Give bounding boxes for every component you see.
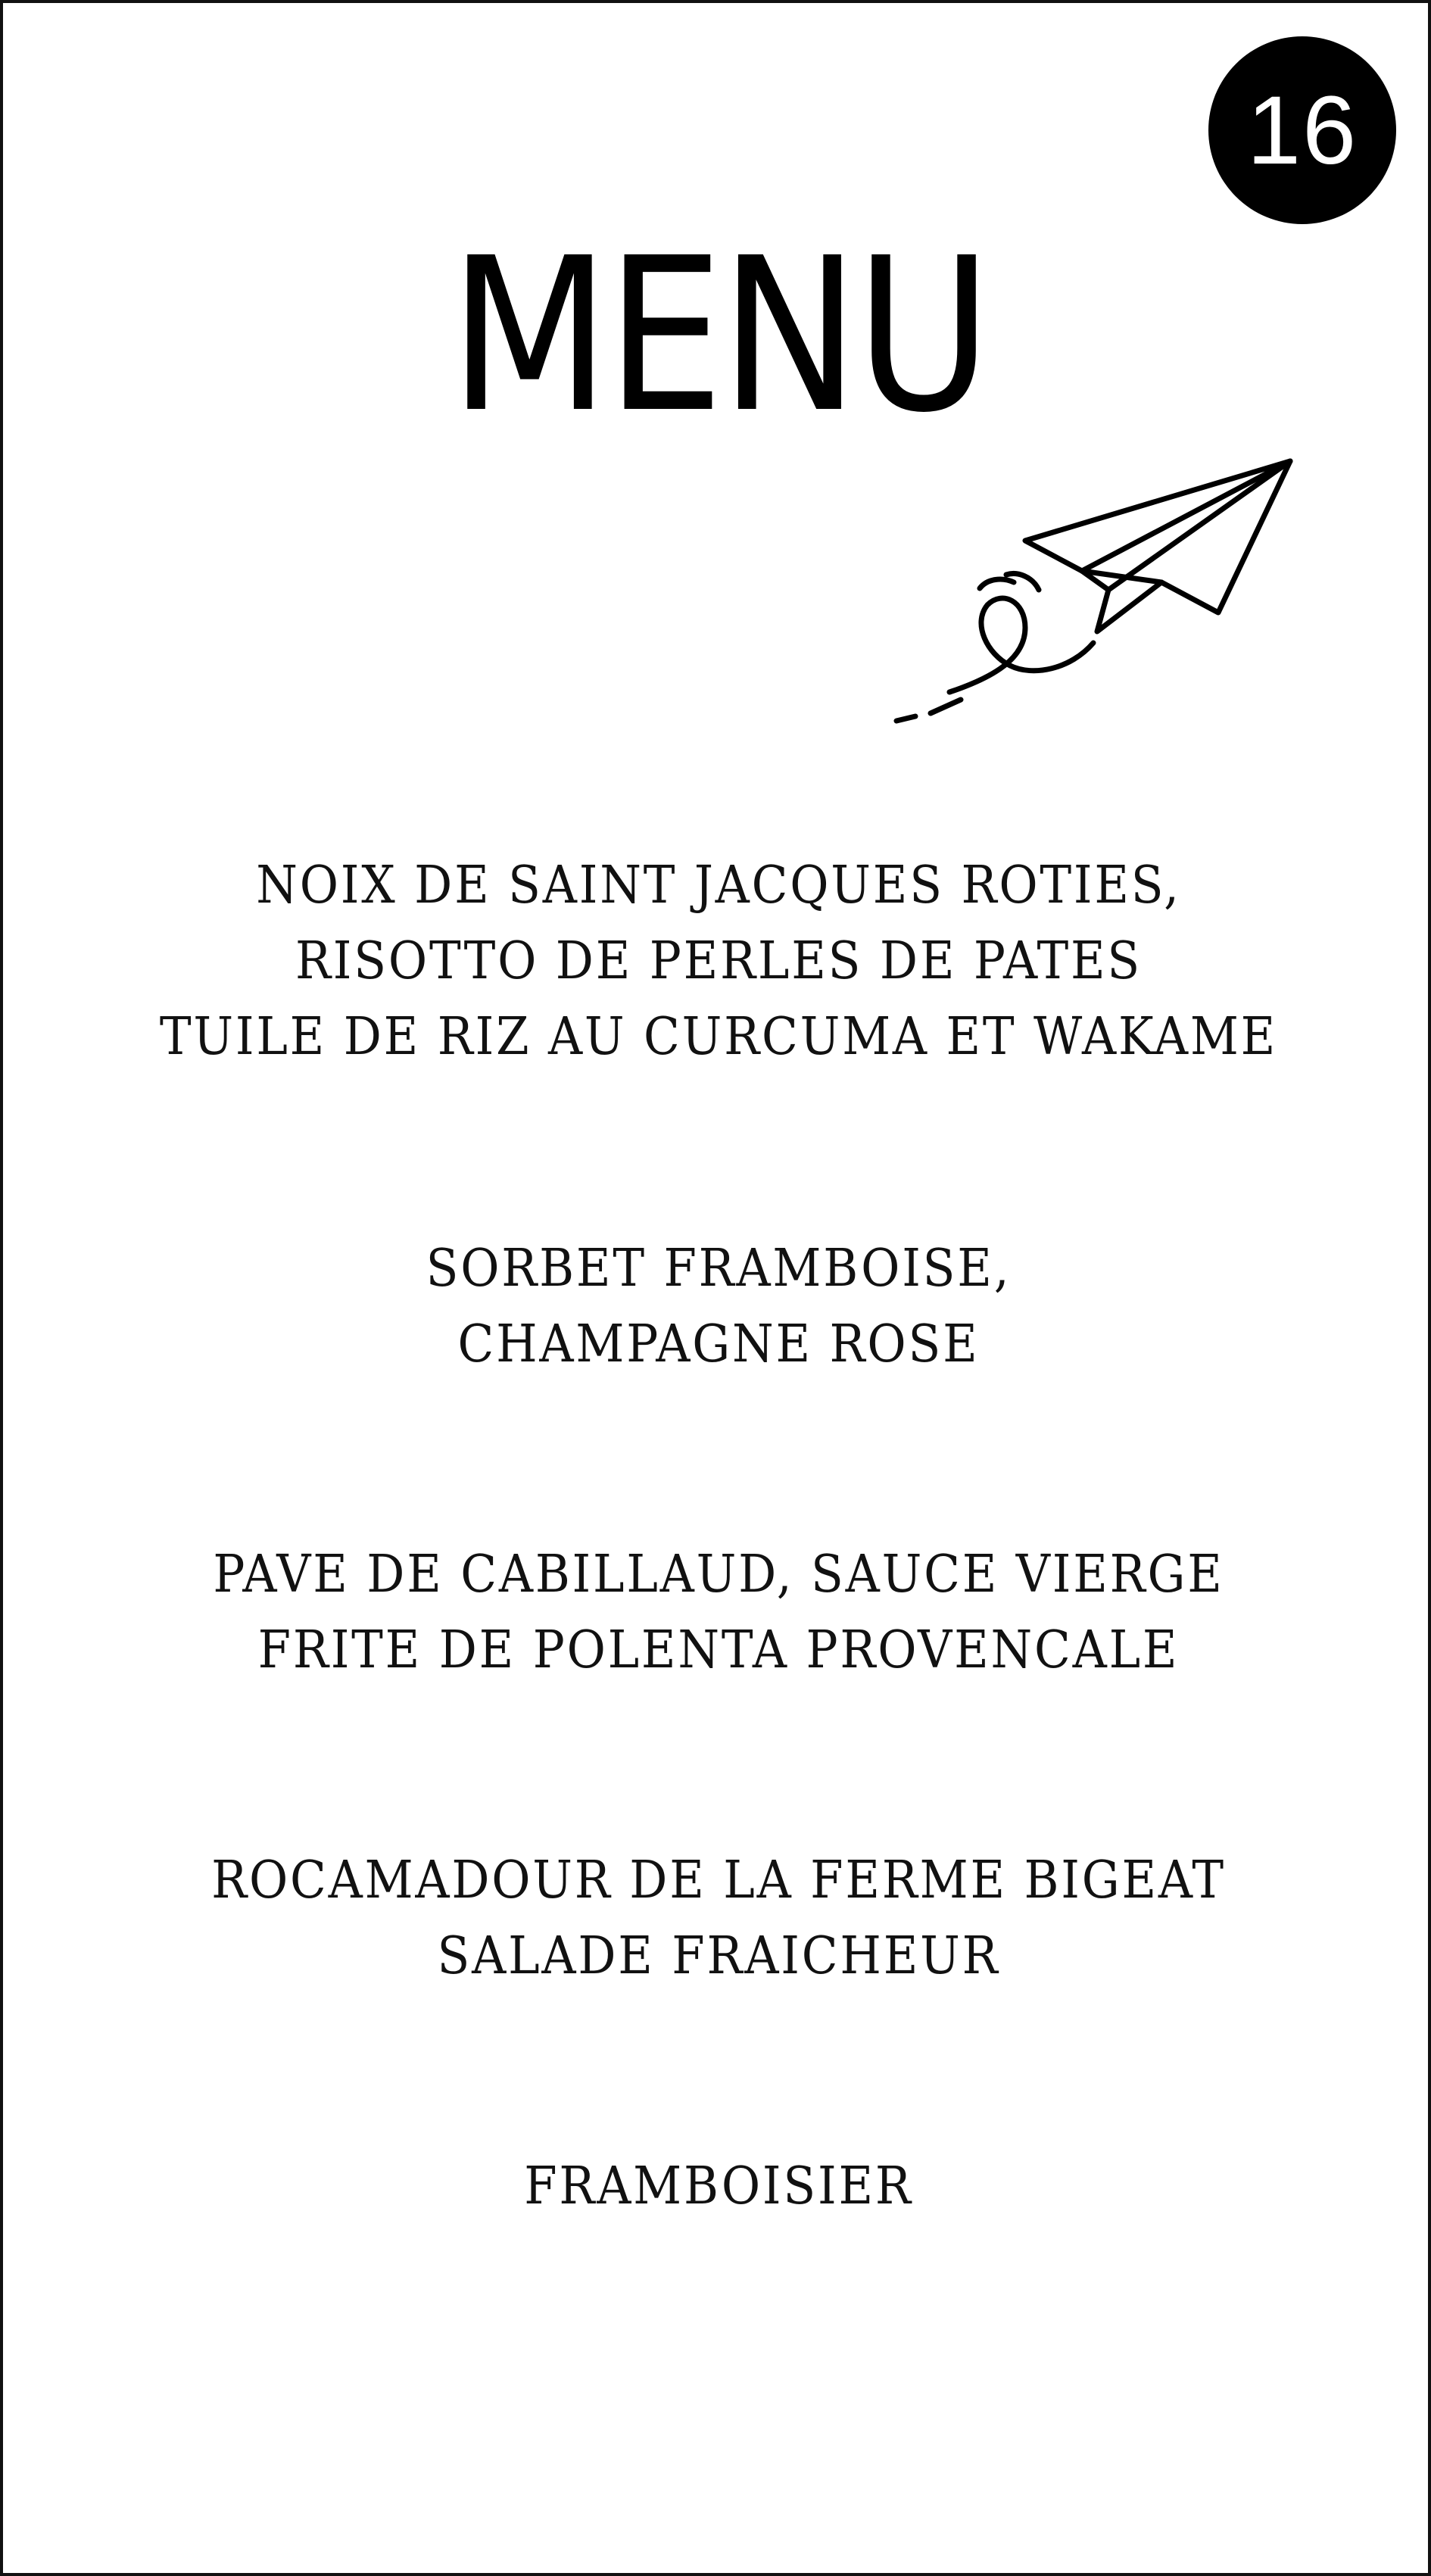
course-cheese [3,1843,1431,1994]
course-line: FRITE DE POLENTA PROVENCALE [257,1620,1180,1680]
course-line: CHAMPAGNE ROSE [457,1315,980,1374]
course-main [3,1537,1431,1689]
table-number-badge [1208,36,1396,224]
course-line: SORBET FRAMBOISE, [426,1239,1012,1299]
course-line: RISOTTO DE PERLES DE PATES [295,931,1143,991]
course-line: NOIX DE SAINT JACQUES ROTIES, [256,856,1181,915]
course-line: PAVE DE CABILLAUD, SAUCE VIERGE [213,1545,1224,1605]
course-line: SALADE FRAICHEUR [437,1926,1000,1986]
course-line: ROCAMADOUR DE LA FERME BIGEAT [211,1851,1226,1910]
table-number: 16 [1246,76,1358,185]
course-dessert [3,2149,1431,2225]
menu-title: MENU [449,213,988,460]
course-sorbet [3,1231,1431,1383]
course-starter [3,848,1431,1075]
course-line: FRAMBOISIER [524,2157,913,2216]
paper-plane-icon [881,450,1305,738]
course-line: TUILE DE RIZ AU CURCUMA ET WAKAME [159,1007,1278,1067]
